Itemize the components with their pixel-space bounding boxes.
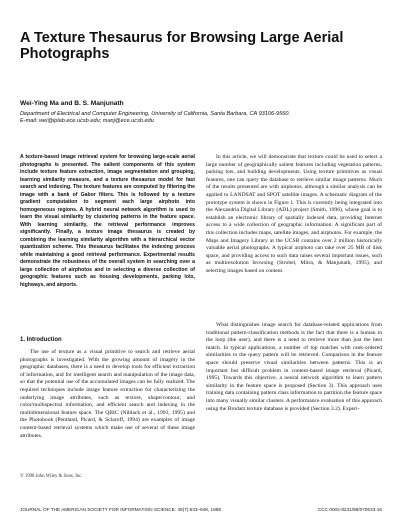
paper-title: A Texture Thesaurus for Browsing Large Aerial Photographs [20, 30, 344, 62]
authors: Wei-Ying Ma and B. S. Manjunath [20, 100, 124, 107]
right-paragraph-2: What distinguishes image search for database-related applications from traditional pattern-classification methods is the fact that there is a human in the loop (the user), and there is a need to retrieve more than just the best match. In typical applications, a number of top matches with rank-ordered similarities to the query pattern will be retrieved. Comparison in the feature space should preserve visual similarities between patterns. This is an important but difficult problem in content-based image retrieval (Picard, 1995). Towards this objective, a neural network algorithm to learn pattern similarity in the feature space is proposed (Section 3). This approach uses training data containing pattern class information to partition the feature space into many visually similar clusters. A performance evaluation of this approach using the Brodatz texture database is provided (Section 3.2). Experi- [206, 322, 382, 412]
footer-journal: JOURNAL OF THE AMERICAN SOCIETY FOR INFORMATION SCIENCE. 49(7):633–648, 1998 [20, 507, 221, 512]
right-paragraph-1: In this article, we will demonstrate that texture could be used to select a large number of geographically salient features including vegetation patterns, parking lots, and building developments. Using texture primitives as visual features, one can query the database to retrieve similar image patterns. Much of the results presented are with airphotos, although a similar analysis can be applied to LANDSAT and SPOT satellite images. A schematic diagram of the prototype system is shown in Figure 1. This is currently being integrated into the Alexandria Digital Library (ADL) project (Smith, 1996), whose goal is to establish an electronic library of spatially indexed data, providing Internet access to a wide collection of geographic information. A significant part of this collection includes maps, satellite images, and airphotos. For example, the Maps and Imagery Library at the UCSB contains over 2 million historically valuable aerial photographs. A typical airphoto can take over 25 MB of disk space, and providing access to such data raises several important issues, such as multiresolution browsing (Strobel, Mitra, & Manjunath, 1995), and selecting images based on content. [206, 154, 382, 274]
abstract: A texture-based image retrieval system for browsing large-scale aerial photographs is presented. The salient components of this system include texture feature extraction, image segmentation and grouping, learning similarity measure, and a texture thesaurus model for fast search and indexing. The texture features are computed by filtering the image with a bank of Gabor filters. This is followed by a texture gradient computation to segment each large airphoto into homogeneous regions. A hybrid neural network algorithm is used to learn the visual similarity by clustering patterns in the feature space. With learning similarity, the retrieval performance improves significantly. Finally, a texture image thesaurus is created by combining the learning similarity algorithm with a hierarchical vector quantization scheme. This thesaurus facilitates the indexing process while maintaining a good retrieval performance. Experimental results demonstrate the robustness of the overall system in searching over a large collection of airphotos and in selecting a diverse collection of geographic features such as housing developments, parking lots, highways, and airports. [20, 154, 195, 288]
page-footer [20, 507, 382, 512]
footer-ccc: CCC 0002-8231/98/070633-16 [317, 507, 382, 512]
email: E-mail: wei@iplab.ece.ucsb.edu; manj@ece.ucsb.edu [20, 118, 154, 125]
intro-paragraph: The use of texture as a visual primitive to search and retrieve aerial photographs is investigated. With the growing amount of imagery in the geographic databases, there is a need to develop tools for efficient extraction of information, and for intelligent search and manipulation of the image data, so that the potential use of the accumulated images can be fully realized. The required techniques include image feature extraction for characterizing the underlying image attributes, such as texture, shape/contour, and color/multispectral information, and efficient search and indexing in the multidimensional feature space. The QBIC (Niblack et al., 1993, 1995) and the Photobook (Pentland, Picard, & Sclaroff, 1994) are examples of image content-based retrieval systems which make use of several of these image attributes. [20, 349, 195, 439]
copyright-note: © 1998 John Wiley & Sons, Inc. [20, 474, 83, 479]
affiliation: Department of Electrical and Computer Engineering, University of California, Santa Barbara, CA 93106-9560. [20, 111, 290, 117]
section-heading: 1. Introduction [20, 337, 62, 343]
affiliation-block [20, 111, 390, 126]
